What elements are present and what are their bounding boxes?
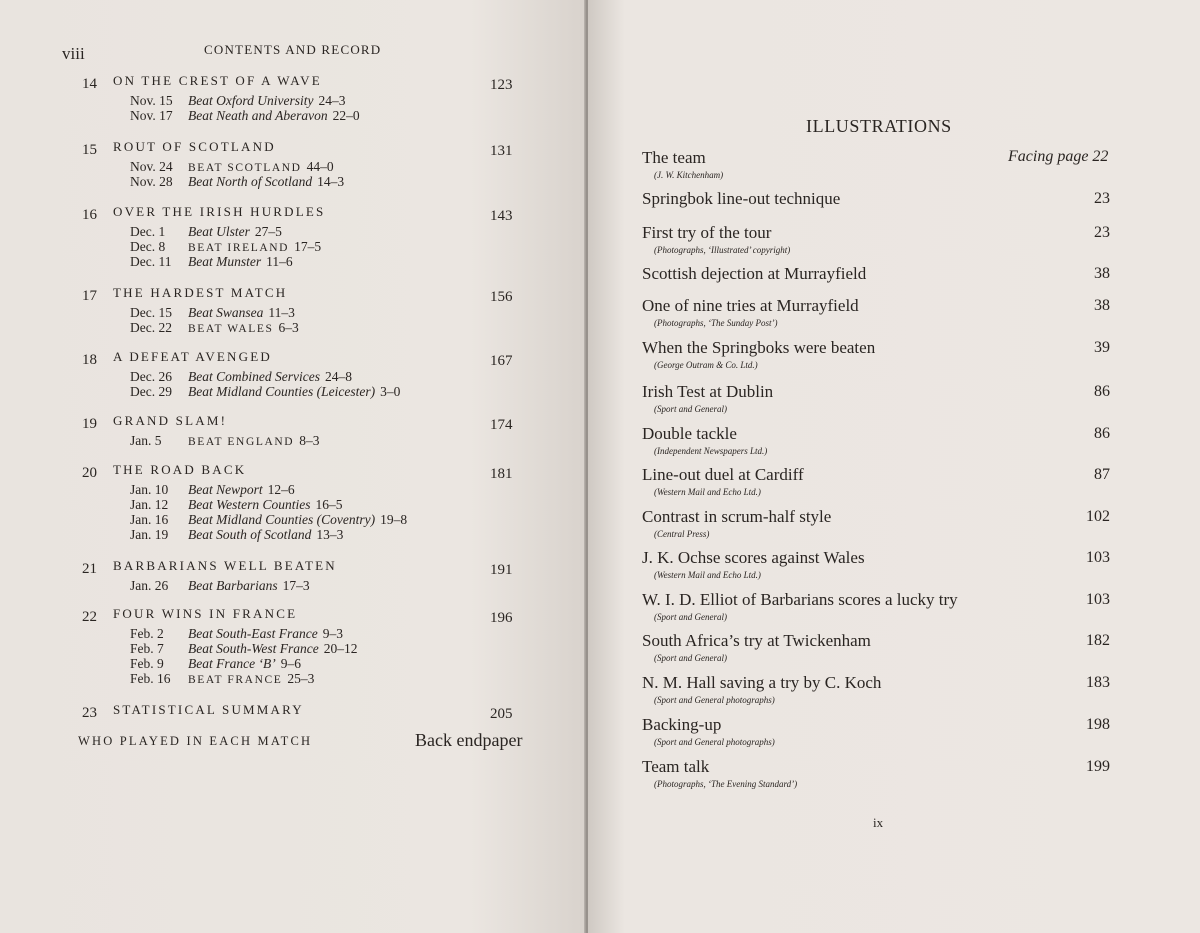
match-score: 16–5 [315, 497, 343, 512]
match-result: BEAT WALES [188, 323, 274, 335]
match-row [130, 93, 345, 108]
illustration-page: 23 [1094, 190, 1110, 207]
match-result: BEAT SCOTLAND [188, 162, 302, 174]
match-row [130, 626, 343, 641]
illustration-page: 182 [1086, 632, 1110, 649]
illustration-credit: (Sport and General) [654, 404, 727, 414]
match-result: Beat Ulster [188, 224, 250, 239]
illustration-page: 183 [1086, 674, 1110, 691]
illustration-credit: (Sport and General) [654, 653, 727, 663]
match-result: BEAT IRELAND [188, 242, 290, 254]
match-result: Beat Midland Counties (Coventry) [188, 512, 376, 527]
chapter-title: OVER THE IRISH HURDLES [113, 204, 326, 219]
illustration-credit: (Sport and General photographs) [654, 695, 775, 705]
illustration-credit: (Sport and General photographs) [654, 737, 775, 747]
chapter-title: THE ROAD BACK [113, 462, 247, 477]
match-score: 44–0 [306, 159, 334, 174]
illustration-title: Springbok line-out technique [642, 189, 841, 208]
match-score: 22–0 [332, 108, 360, 123]
match-date: Dec. 11 [130, 254, 172, 269]
chapter-page: 205 [490, 706, 513, 722]
appendix-page: Back endpaper [415, 730, 523, 750]
match-date: Dec. 15 [130, 305, 172, 320]
illustration-credit: (Western Mail and Echo Ltd.) [654, 570, 761, 580]
match-row [130, 482, 295, 497]
illustration-title: J. K. Ochse scores against Wales [642, 548, 865, 567]
match-score: 24–3 [318, 93, 346, 108]
chapter-page: 196 [490, 610, 513, 626]
illustration-title: Line-out duel at Cardiff [642, 465, 804, 484]
illustration-title: The team [642, 148, 706, 167]
match-score: 20–12 [323, 641, 358, 656]
match-date: Nov. 24 [130, 159, 173, 174]
illustration-title: Irish Test at Dublin [642, 382, 774, 401]
match-result: BEAT ENGLAND [188, 436, 295, 448]
chapter-number: 21 [82, 561, 97, 577]
match-row [130, 108, 360, 123]
match-row [130, 369, 352, 384]
match-row [130, 497, 343, 512]
match-date: Feb. 7 [130, 641, 164, 656]
match-score: 8–3 [299, 433, 320, 448]
match-date: Feb. 9 [130, 656, 164, 671]
left-folio: viii [62, 44, 85, 63]
facing-page-label [1008, 148, 1108, 166]
match-score: 6–3 [278, 320, 299, 335]
match-score: 17–3 [282, 578, 310, 593]
chapter-page: 167 [490, 353, 513, 369]
match-result: BEAT FRANCE [188, 674, 283, 686]
illustration-title: W. I. D. Elliot of Barbarians scores a lucky try [642, 590, 958, 609]
chapter-page: 174 [490, 417, 513, 433]
chapter-page: 131 [490, 143, 513, 159]
illustration-page: 103 [1086, 549, 1110, 566]
match-date: Jan. 5 [130, 433, 162, 448]
match-score: 27–5 [254, 224, 282, 239]
illustration-page: 86 [1094, 383, 1110, 400]
match-row [130, 254, 293, 269]
match-score: 9–3 [322, 626, 343, 641]
chapter-number: 19 [82, 416, 97, 432]
illustration-page: 102 [1086, 508, 1110, 525]
illustration-page: 86 [1094, 425, 1110, 442]
illustration-credit: (J. W. Kitchenham) [654, 170, 724, 180]
match-date: Nov. 17 [130, 108, 173, 123]
illustration-page: 38 [1094, 265, 1110, 282]
illustration-credit: (George Outram & Co. Ltd.) [654, 360, 758, 370]
illustration-title: One of nine tries at Murrayfield [642, 296, 859, 315]
illustration-page: 38 [1094, 297, 1110, 314]
chapter-number: 18 [82, 352, 97, 368]
match-result: Beat Neath and Aberavon [188, 108, 328, 123]
chapter-page: 143 [490, 208, 513, 224]
appendix-title: WHO PLAYED IN EACH MATCH [78, 734, 313, 748]
chapter-title: ROUT OF SCOTLAND [113, 139, 276, 154]
chapter-page: 123 [490, 77, 513, 93]
match-result: Beat South-West France [188, 641, 319, 656]
chapter-page: 181 [490, 466, 513, 482]
illustration-title: When the Springboks were beaten [642, 338, 876, 357]
match-date: Feb. 2 [130, 626, 164, 641]
match-result: Beat Western Counties [188, 497, 311, 512]
facing-label: Facing page [1008, 148, 1089, 165]
illustration-credit: (Sport and General) [654, 612, 727, 622]
illustration-credit: (Photographs, ‘The Sunday Post’) [654, 318, 778, 328]
match-row [130, 512, 407, 527]
match-row [130, 174, 344, 189]
match-row [130, 384, 400, 399]
illustration-title: Double tackle [642, 424, 737, 443]
match-date: Jan. 12 [130, 497, 169, 512]
match-score: 9–6 [280, 656, 301, 671]
illustration-title: South Africa’s try at Twickenham [642, 631, 871, 650]
match-date: Jan. 16 [130, 512, 169, 527]
match-score: 12–6 [267, 482, 295, 497]
match-score: 14–3 [317, 174, 345, 189]
match-row [130, 224, 282, 239]
match-row [130, 578, 310, 593]
match-score: 17–5 [294, 239, 322, 254]
chapter-number: 14 [82, 76, 97, 92]
illustration-page: 39 [1094, 339, 1110, 356]
chapter-number: 17 [82, 288, 97, 304]
match-score: 13–3 [316, 527, 344, 542]
illustration-page: 87 [1094, 466, 1110, 483]
match-result: Beat Midland Counties (Leicester) [188, 384, 376, 399]
match-row [130, 656, 301, 671]
chapter-title: A DEFEAT AVENGED [113, 349, 272, 364]
match-result: Beat South-East France [188, 626, 318, 641]
match-score: 24–8 [324, 369, 352, 384]
match-row [130, 305, 295, 320]
chapter-page: 191 [490, 562, 513, 578]
chapter-number: 16 [82, 207, 97, 223]
match-result: Beat France ‘B’ [188, 656, 276, 671]
chapter-page: 156 [490, 289, 513, 305]
chapter-title: FOUR WINS IN FRANCE [113, 606, 298, 621]
illustration-title: Backing-up [642, 715, 722, 734]
match-result: Beat Newport [188, 482, 263, 497]
match-result: Beat Barbarians [188, 578, 278, 593]
illustration-page: 23 [1094, 224, 1110, 241]
match-row [130, 320, 299, 337]
match-date: Dec. 8 [130, 239, 166, 254]
match-date: Dec. 22 [130, 320, 172, 335]
illustration-title: N. M. Hall saving a try by C. Koch [642, 673, 882, 692]
chapter-title: BARBARIANS WELL BEATEN [113, 558, 337, 573]
match-row [130, 527, 343, 542]
chapter-number: 22 [82, 609, 97, 625]
illustration-title: Team talk [642, 757, 710, 776]
match-result: Beat Oxford University [188, 93, 314, 108]
illustration-page: 22 [1092, 148, 1109, 165]
match-row [130, 433, 319, 450]
match-date: Jan. 10 [130, 482, 169, 497]
match-date: Feb. 16 [130, 671, 171, 686]
match-row [130, 671, 314, 688]
illustration-page: 198 [1086, 716, 1110, 733]
illustration-credit: (Central Press) [654, 529, 710, 539]
chapter-number: 15 [82, 142, 97, 158]
match-date: Jan. 19 [130, 527, 169, 542]
illustration-page: 199 [1086, 758, 1110, 775]
match-result: Beat North of Scotland [188, 174, 313, 189]
running-head: CONTENTS AND RECORD [204, 42, 382, 57]
match-score: 25–3 [287, 671, 315, 686]
illustration-title: Scottish dejection at Murrayfield [642, 264, 867, 283]
illustration-credit: (Photographs, ‘The Evening Standard’) [654, 779, 798, 789]
illustration-title: First try of the tour [642, 223, 772, 242]
chapter-title: GRAND SLAM! [113, 413, 228, 428]
illustration-credit: (Photographs, ‘Illustrated’ copyright) [654, 245, 791, 255]
illustrations-heading: ILLUSTRATIONS [806, 116, 952, 136]
right-folio: ix [873, 815, 884, 830]
match-date: Dec. 1 [130, 224, 166, 239]
illustration-title: Contrast in scrum-half style [642, 507, 832, 526]
match-date: Dec. 26 [130, 369, 172, 384]
chapter-title: THE HARDEST MATCH [113, 285, 288, 300]
match-result: Beat Swansea [188, 305, 264, 320]
match-score: 3–0 [380, 384, 401, 399]
match-result: Beat Combined Services [188, 369, 320, 384]
chapter-title: ON THE CREST OF A WAVE [113, 73, 322, 88]
left-page [0, 0, 588, 933]
match-result: Beat Munster [188, 254, 262, 269]
match-row [130, 641, 357, 656]
match-score: 11–6 [266, 254, 293, 269]
chapter-number: 20 [82, 465, 97, 481]
match-date: Nov. 15 [130, 93, 173, 108]
right-page [588, 0, 1200, 933]
illustration-credit: (Western Mail and Echo Ltd.) [654, 487, 761, 497]
match-date: Nov. 28 [130, 174, 173, 189]
match-score: 11–3 [268, 305, 295, 320]
match-result: Beat South of Scotland [188, 527, 312, 542]
match-score: 19–8 [380, 512, 408, 527]
chapter-number: 23 [82, 705, 97, 721]
match-date: Jan. 26 [130, 578, 169, 593]
match-date: Dec. 29 [130, 384, 172, 399]
illustration-credit: (Independent Newspapers Ltd.) [654, 446, 768, 456]
chapter-title: STATISTICAL SUMMARY [113, 702, 304, 717]
illustration-page: 103 [1086, 591, 1110, 608]
